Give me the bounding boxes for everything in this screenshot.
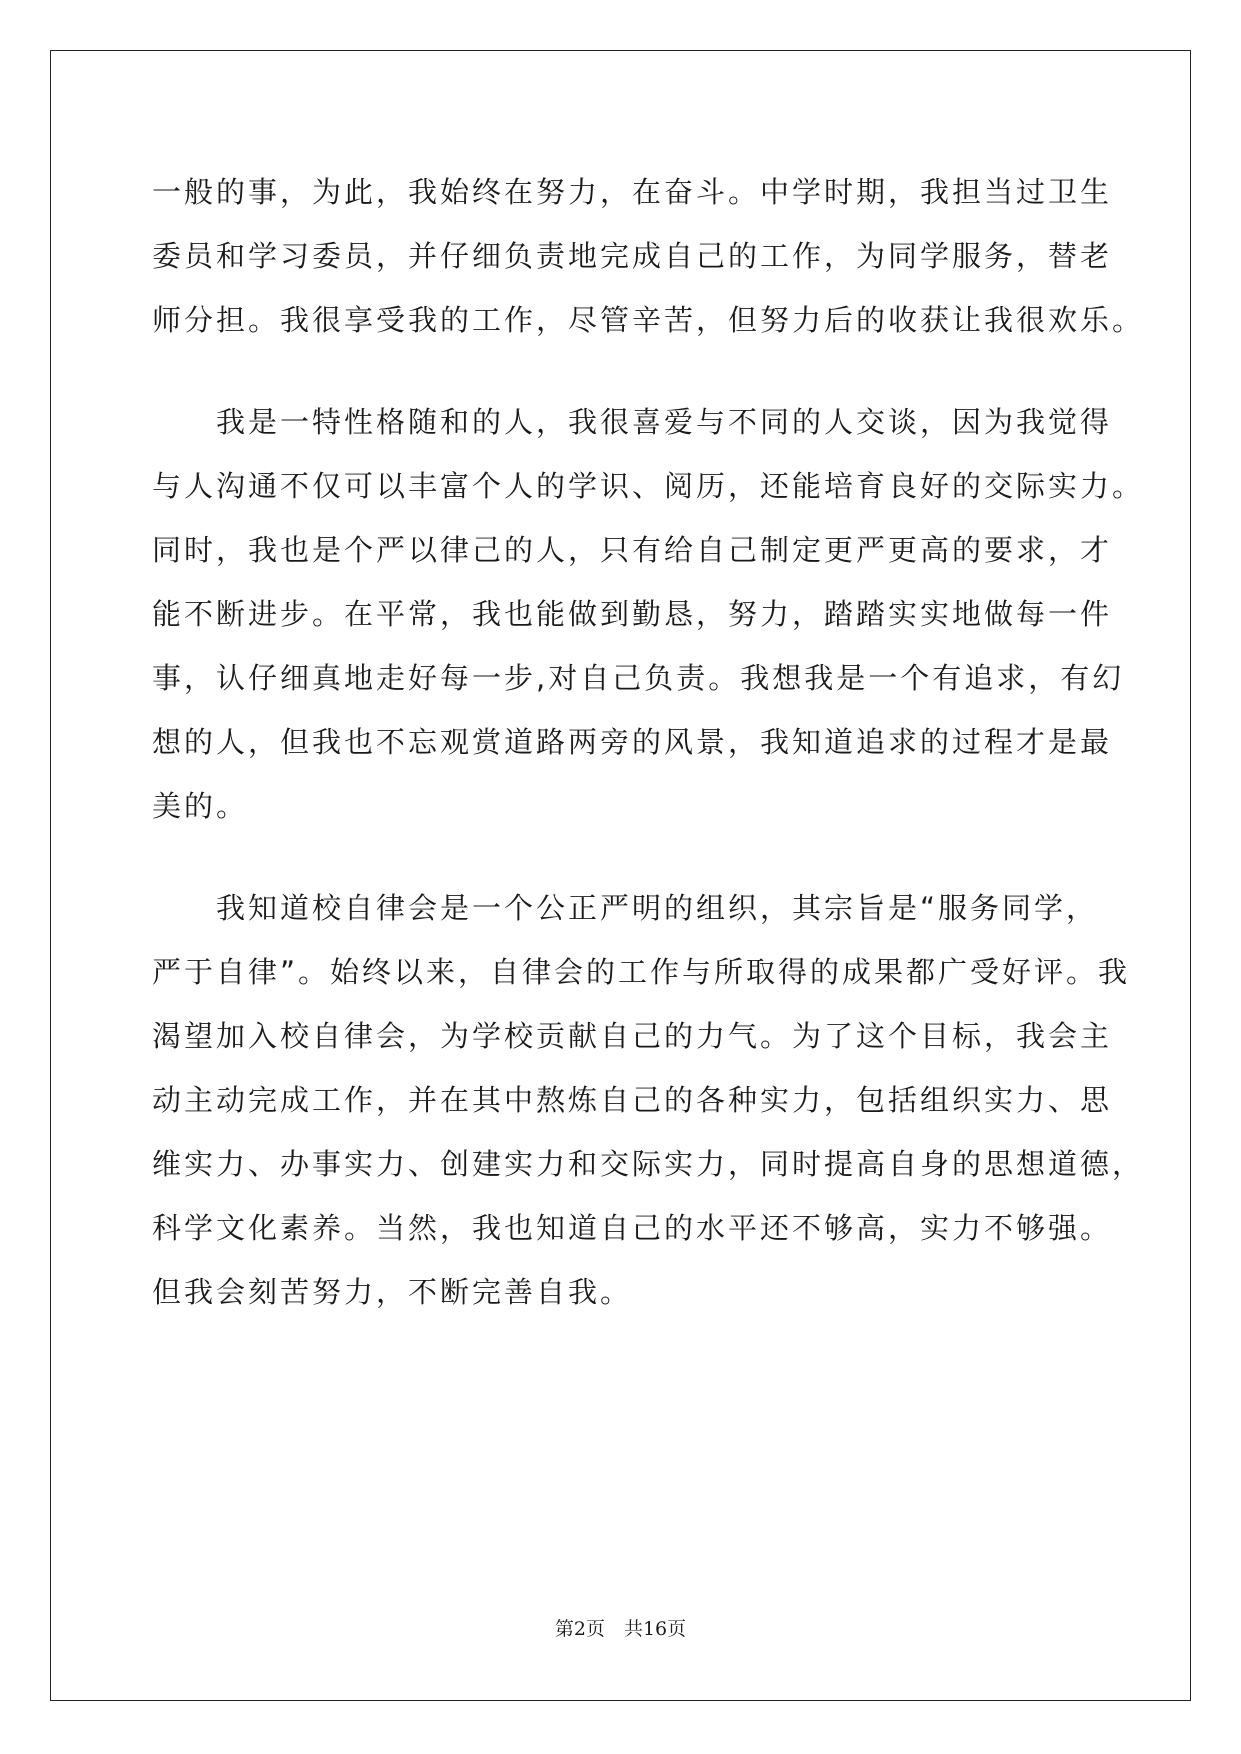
text-line: 维实力、办事实力、创建实力和交际实力，同时提高自身的思想道德， [152, 1147, 1145, 1181]
text-line: 渴望加入校自律会，为学校贡献自己的力气。为了这个目标，我会主 [152, 1019, 1113, 1053]
text-line: 事，认仔细真地走好每一步,对自己负责。我想我是一个有追求，有幻 [152, 661, 1125, 695]
page-number-footer [0, 1614, 1241, 1641]
text-line: 委员和学习委员，并仔细负责地完成自己的工作，为同学服务，替老 [152, 239, 1113, 273]
text-line: 动主动完成工作，并在其中熬炼自己的各种实力，包括组织实力、思 [152, 1083, 1113, 1117]
text-line: 我是一特性格随和的人，我很喜爱与不同的人交谈，因为我觉得 [152, 405, 1113, 439]
text-line: 科学文化素养。当然，我也知道自己的水平还不够高，实力不够强。 [152, 1211, 1113, 1245]
text-line: 但我会刻苦努力，不断完善自我。 [152, 1275, 633, 1309]
text-line: 同时，我也是个严以律己的人，只有给自己制定更严更高的要求，才 [152, 533, 1113, 567]
text-line: 我知道校自律会是一个公正严明的组织，其宗旨是“服务同学， [152, 891, 1099, 925]
text-line: 与人沟通不仅可以丰富个人的学识、阅历，还能培育良好的交际实力。 [152, 469, 1145, 503]
document-body [152, 160, 1145, 1324]
page-number: 第2页 共16页 [554, 1618, 687, 1640]
text-line: 严于自律”。始终以来，自律会的工作与所取得的成果都广受好评。我 [152, 955, 1131, 989]
text-line: 能不断进步。在平常，我也能做到勤恳，努力，踏踏实实地做每一件 [152, 597, 1113, 631]
text-line: 师分担。我很享受我的工作，尽管辛苦，但努力后的收获让我很欢乐。 [152, 303, 1145, 337]
text-line: 美的。 [152, 789, 249, 823]
text-line: 想的人，但我也不忘观赏道路两旁的风景，我知道追求的过程才是最 [152, 725, 1113, 759]
text-line: 一般的事，为此，我始终在努力，在奋斗。中学时期，我担当过卫生 [152, 175, 1113, 209]
